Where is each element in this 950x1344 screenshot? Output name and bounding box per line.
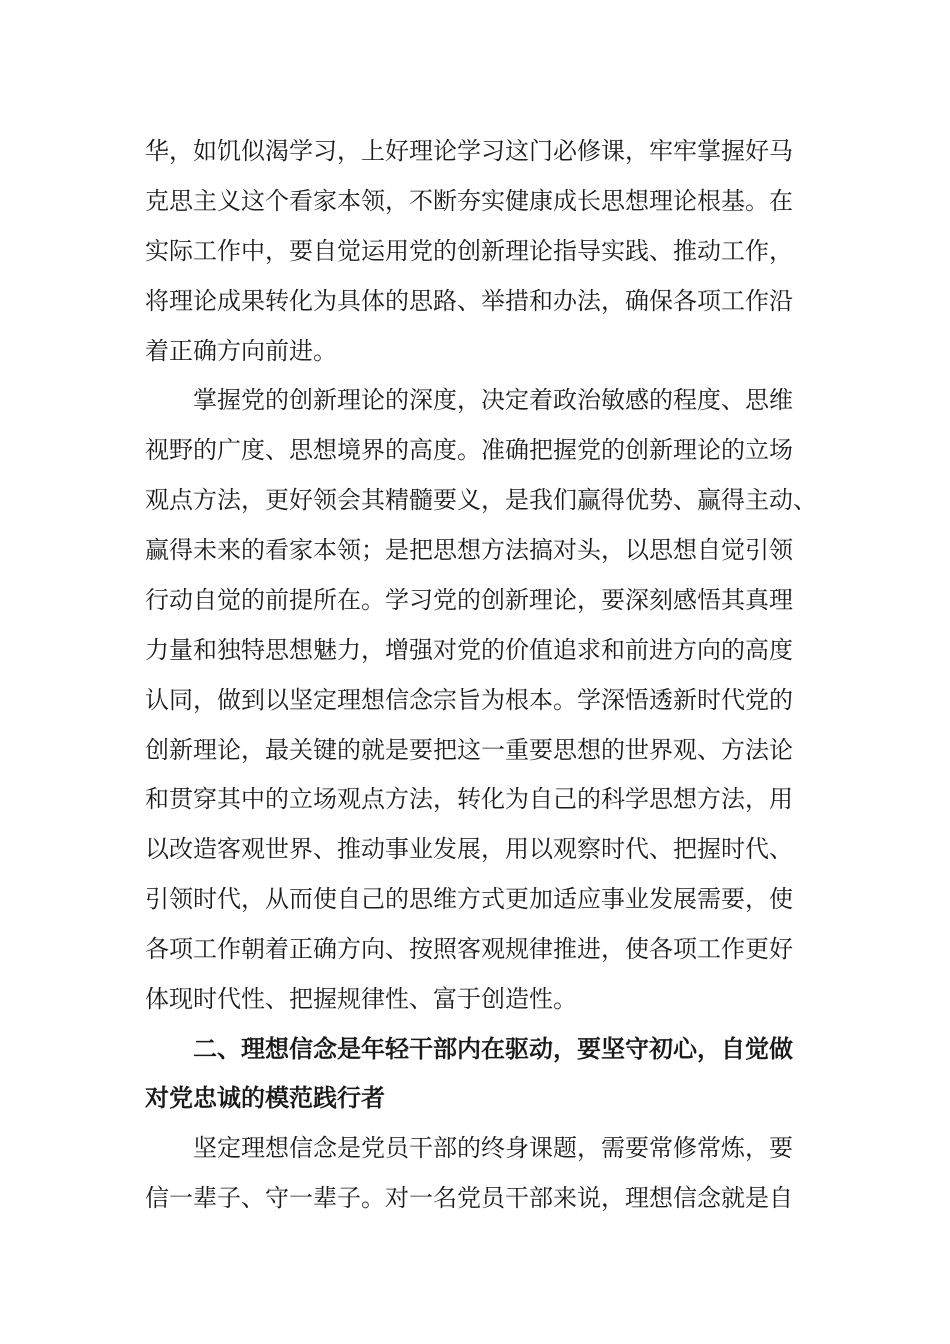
paragraph-line: 华，如饥似渴学习，上好理论学习这门必修课，牢牢掌握好马: [145, 137, 793, 165]
paragraph-line: 创新理论，最关键的就是要把这一重要思想的世界观、方法论: [145, 736, 793, 764]
paragraph-line: 力量和独特思想魅力，增强对党的价值追求和前进方向的高度: [145, 636, 793, 664]
section-heading: 二、理想信念是年轻干部内在驱动，要坚守初心，自觉做: [193, 1035, 793, 1063]
section-heading: 对党忠诚的模范践行者: [145, 1084, 385, 1112]
paragraph-line: 各项工作朝着正确方向、按照客观规律推进，使各项工作更好: [145, 935, 793, 963]
paragraph-line: 行动自觉的前提所在。学习党的创新理论，要深刻感悟其真理: [145, 586, 793, 614]
paragraph-line: 克思主义这个看家本领，不断夯实健康成长思想理论根基。在: [145, 187, 793, 215]
paragraph-line: 视野的广度、思想境界的高度。准确把握党的创新理论的立场: [145, 436, 793, 464]
paragraph-line: 实际工作中，要自觉运用党的创新理论指导实践、推动工作，: [145, 237, 793, 265]
paragraph-line: 着正确方向前进。: [145, 337, 337, 365]
paragraph-line: 观点方法，更好领会其精髓要义，是我们赢得优势、赢得主动、: [145, 486, 817, 514]
paragraph-line: 体现时代性、把握规律性、富于创造性。: [145, 985, 577, 1013]
paragraph-line: 以改造客观世界、推动事业发展，用以观察时代、把握时代、: [145, 835, 793, 863]
paragraph-line: 和贯穿其中的立场观点方法，转化为自己的科学思想方法，用: [145, 785, 793, 813]
paragraph-line: 赢得未来的看家本领；是把思想方法搞对头，以思想自觉引领: [145, 536, 793, 564]
paragraph-line: 认同，做到以坚定理想信念宗旨为根本。学深悟透新时代党的: [145, 686, 793, 714]
paragraph-line: 引领时代，从而使自己的思维方式更加适应事业发展需要，使: [145, 885, 793, 913]
paragraph-line: 坚定理想信念是党员干部的终身课题，需要常修常炼，要: [193, 1134, 793, 1162]
paragraph-line: 将理论成果转化为具体的思路、举措和办法，确保各项工作沿: [145, 287, 793, 315]
paragraph-line: 掌握党的创新理论的深度，决定着政治敏感的程度、思维: [193, 386, 793, 414]
paragraph-line: 信一辈子、守一辈子。对一名党员干部来说，理想信念就是自: [145, 1184, 793, 1212]
